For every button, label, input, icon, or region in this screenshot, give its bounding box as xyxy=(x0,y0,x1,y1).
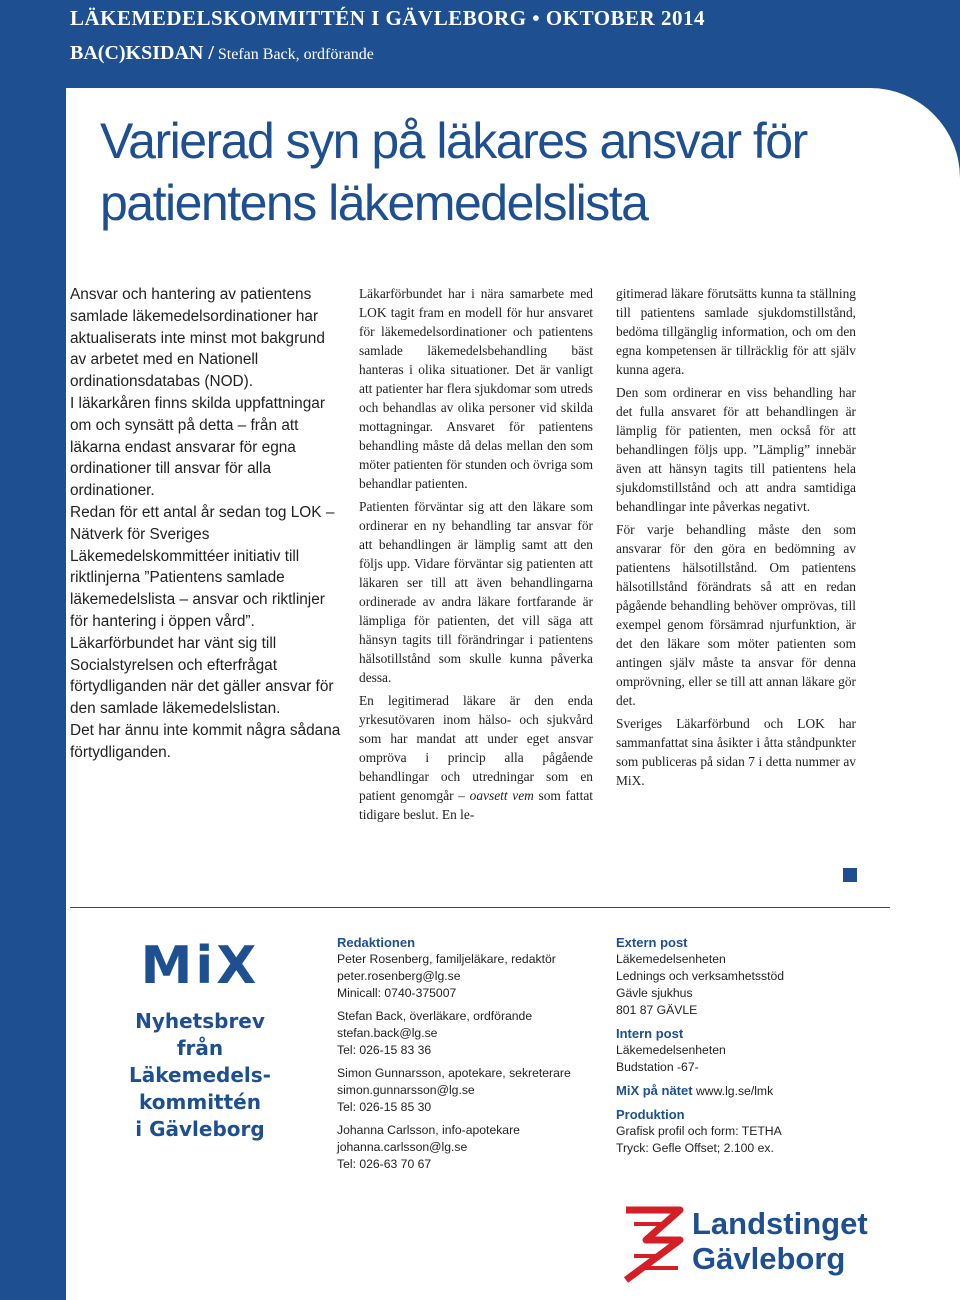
address-line: Läkemedelsenheten xyxy=(616,952,726,966)
staff-email[interactable]: peter.rosenberg@lg.se xyxy=(337,969,461,983)
staff-email[interactable]: stefan.back@lg.se xyxy=(337,1026,438,1040)
address-line: 801 87 GÄVLE xyxy=(616,1003,698,1017)
intern-post-heading: Intern post xyxy=(616,1026,684,1041)
tagline-line: kommittén xyxy=(139,1090,261,1114)
body-paragraph xyxy=(359,691,593,824)
newsletter-kicker: LÄKEMEDELSKOMMITTÉN I GÄVLEBORG • OKTOBER 2014 xyxy=(70,6,705,30)
tagline-line: i Gävleborg xyxy=(135,1117,265,1141)
author-name: Stefan Back, ordförande xyxy=(217,46,374,63)
staff-email[interactable]: simon.gunnarsson@lg.se xyxy=(337,1083,475,1097)
production-line: Tryck: Gefle Offset; 2.100 ex. xyxy=(616,1141,774,1155)
web-label: MiX på nätet xyxy=(616,1083,693,1098)
staff-phone: Minicall: 0740-375007 xyxy=(337,986,457,1000)
landstinget-logo xyxy=(622,1204,892,1284)
intro-column xyxy=(70,284,342,764)
production-heading: Produktion xyxy=(616,1107,685,1122)
emphasis-text: oavsett vem xyxy=(469,788,534,803)
web-line xyxy=(616,1082,856,1100)
staff-role: Stefan Back, överläkare, ordförande xyxy=(337,1009,533,1023)
staff-role: Johanna Carlsson, info-apotekare xyxy=(337,1123,520,1137)
mix-masthead xyxy=(100,938,300,1143)
body-paragraph: Sveriges Läkarförbund och LOK har sammanfattat sina åsikter i åtta ståndpunkter som publiceras på sidan 7 i detta nummer av MiX. xyxy=(616,716,856,788)
body-column-3 xyxy=(616,284,856,794)
body-paragraph: Patienten förväntar sig att den läkare som ordinerar en ny behandling tar ansvar för att behandlingen är lämplig samt att den följs upp. Vidare förväntar sig patienten att läkaren ser till att även behandlingarna ordinerade av andra läkare fortfarande är lämpliga för patienten, det vill säga att hänsyn tagits till förändringar i patientens hälsotillstånd som skulle kunna påverka dessa. xyxy=(359,499,593,685)
staff-phone: Tel: 026-15 83 36 xyxy=(337,1043,432,1057)
tagline-line: Läkemedels- xyxy=(129,1063,271,1087)
logo-line: Gävleborg xyxy=(692,1241,846,1276)
footer-divider xyxy=(70,907,890,908)
article-end-square-icon xyxy=(843,868,857,882)
tagline-line: Nyhetsbrev xyxy=(135,1009,265,1033)
web-url-link[interactable]: www.lg.se/lmk xyxy=(695,1084,774,1098)
address-line: Gävle sjukhus xyxy=(616,986,693,1000)
editorial-heading: Redaktionen xyxy=(337,935,416,950)
contact-info xyxy=(616,934,856,1157)
body-column-2 xyxy=(359,284,593,828)
intro-paragraph: I läkarkåren finns skilda uppfattningar om och synsätt på detta – från att läkarna endast ansvarar för egna ordinationer till ansvar för alla ordinationer. xyxy=(70,394,325,500)
address-line: Lednings och verksamhetsstöd xyxy=(616,969,785,983)
body-paragraph: Läkarförbundet har i nära samarbete med LOK tagit fram en modell för hur ansvaret för läkemedelsordinationer och patientens samlade läkemedelsbehandling bäst hanteras i olika situationer. Det är vanligt att patienter har flera sjukdomar som utreds och behandlas av olika personer vid skilda mottagningar. Ansvaret för patientens behandling måste då delas mellan den som möter patienten för stunden och övriga som behandlar patienten. xyxy=(359,286,593,491)
section-label: BA(C)KSIDAN / xyxy=(70,42,214,64)
body-paragraph: För varje behandling måste den som ansvarar för den göra en bedömning av patientens hälsotillstånd. Om patientens hälsotillstånd förändrats så att en redan pågående behandling behöver omprövas, till exempel genom försämrad njurfunktion, är det den läkare som möter patienten som antingen själv måste ta ansvar för denna omprövning, eller se till att annan läkare gör det. xyxy=(616,522,856,708)
body-text: En legitimerad läkare är den enda yrkesutövaren inom hälso- och sjukvård som har mandat att under eget ansvar ompröva i princip alla pågående behandlingar och utredningar som en patient genomgår – xyxy=(359,693,593,803)
extern-post-heading: Extern post xyxy=(616,935,688,950)
address-line: Budstation -67- xyxy=(616,1060,699,1074)
intro-paragraph: Ansvar och hantering av patientens samlade läkemedelsordinationer har aktualiserats inte minst mot bakgrund av arbetet med en Nationell ordinationsdatabas (NOD). xyxy=(70,286,325,391)
logo-line: Landstinget xyxy=(692,1206,868,1241)
staff-role: Simon Gunnarsson, apotekare, sekreterare xyxy=(337,1066,571,1080)
production-line: Grafisk profil och form: TETHA xyxy=(616,1124,782,1138)
landstinget-mark-icon xyxy=(622,1206,684,1284)
section-byline xyxy=(70,42,374,65)
staff-role: Peter Rosenberg, familjeläkare, redaktör xyxy=(337,952,556,966)
intro-paragraph: Det har ännu inte kommit några sådana förtydliganden. xyxy=(70,721,341,761)
staff-phone: Tel: 026-63 70 67 xyxy=(337,1157,432,1171)
mix-logo: MiX xyxy=(140,936,260,996)
staff-phone: Tel: 026-15 85 30 xyxy=(337,1100,432,1114)
body-text: som fattat tidigare beslut. En le- xyxy=(359,788,593,822)
intro-paragraph: Redan för ett antal år sedan tog LOK – Nätverk för Sveriges Läkemedelskommittéer initiativ till riktlinjerna ”Patientens samlade läkemedelslista – ansvar och riktlinjer för hantering i öppen vård”. Läkarförbundet har vänt sig till Socialstyrelsen och efterfrågat förtydliganden när det gäller ansvar för den samlade läkemedelslistan. xyxy=(70,503,335,718)
editorial-staff xyxy=(337,934,597,1173)
address-line: Läkemedelsenheten xyxy=(616,1043,726,1057)
body-paragraph: gitimerad läkare förutsätts kunna ta ställning till patientens samlade sjukdomstillstånd, bedöma tillgänglig information, och om den egna kompetensen är tillräcklig för att själv kunna agera. xyxy=(616,286,856,377)
tagline-line: från xyxy=(176,1036,224,1060)
staff-email[interactable]: johanna.carlsson@lg.se xyxy=(337,1140,468,1154)
body-paragraph: Den som ordinerar en viss behandling har det fulla ansvaret för att behandlingen är lämplig för patienten, men också för att behandlingen följs upp. ”Lämplig” innebär även att hänsyn tagits till patientens hela sjukdomstillstånd och att andra samtidiga behandlingar inte påverkas negativt. xyxy=(616,385,856,514)
mix-tagline xyxy=(100,1008,300,1143)
landstinget-wordmark xyxy=(692,1206,868,1276)
article-headline: Varierad syn på läkares ansvar för patientens läkemedelslista xyxy=(100,113,807,231)
